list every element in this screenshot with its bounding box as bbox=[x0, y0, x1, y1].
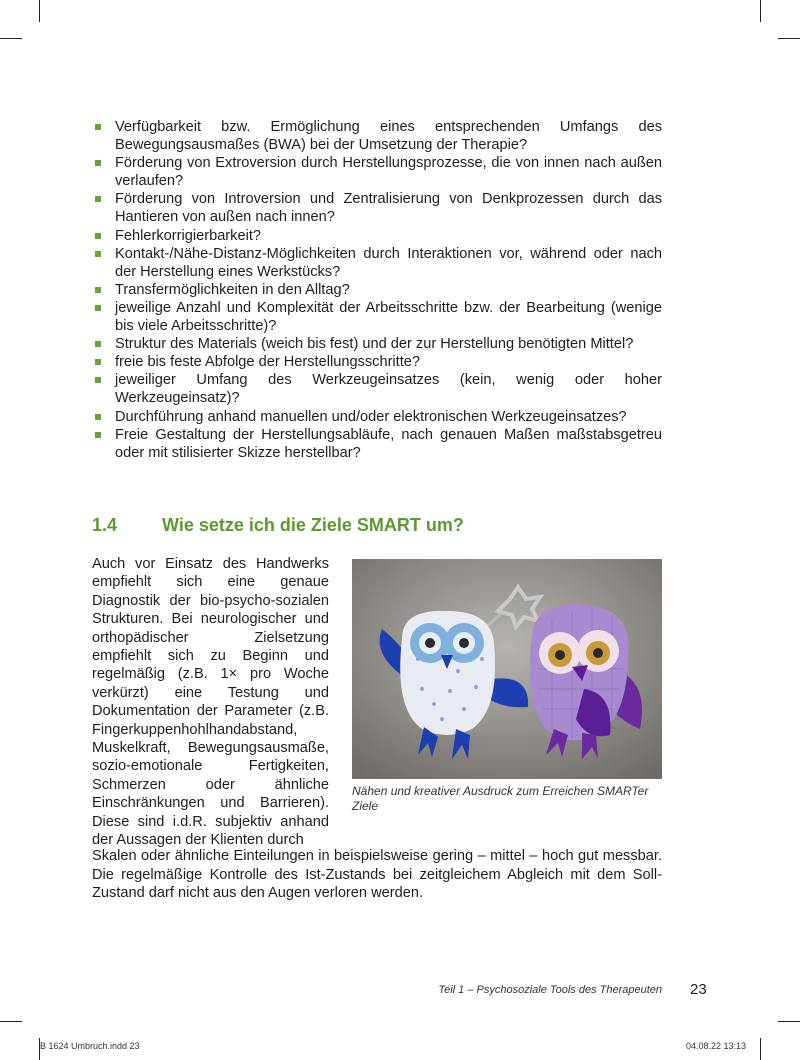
list-item: Förderung von Introversion und Zentralisierung von Denkprozessen durch das Hantieren von außen nach innen? bbox=[92, 190, 662, 226]
list-item: jeweilige Anzahl und Komplexität der Arbeitsschritte bzw. der Bearbeitung (wenige bis viele Arbeitsschritte)? bbox=[92, 299, 662, 335]
bullet-square-icon bbox=[95, 359, 101, 365]
section-number: 1.4 bbox=[92, 515, 118, 535]
slug-file-info: B 1624 Umbruch.indd 23 bbox=[40, 1041, 140, 1051]
body-text-full: Skalen oder ähnliche Einteilungen in beispielsweise gering – mittel – hoch gut messbar. Die regelmäßige Kontrolle des Ist-Zustands bei zeitgleichem Abgleich mit dem Soll-Zustand darf nicht aus den Augen verloren werden. bbox=[92, 848, 662, 902]
bullet-square-icon bbox=[95, 233, 101, 239]
bullet-square-icon bbox=[95, 124, 101, 130]
bullet-square-icon bbox=[95, 414, 101, 420]
bullet-square-icon bbox=[95, 160, 101, 166]
owl-photo bbox=[352, 559, 662, 779]
list-item: Fehlerkorrigierbarkeit? bbox=[92, 227, 662, 245]
list-item: Struktur des Materials (weich bis fest) und der zur Herstellung benötigten Mittel? bbox=[92, 335, 662, 353]
list-item: Kontakt-/Nähe-Distanz-Möglichkeiten durch Interaktionen vor, während oder nach der Herstellung eines Werkstücks? bbox=[92, 245, 662, 281]
crop-mark bbox=[0, 38, 22, 39]
list-item: Transfermöglichkeiten in den Alltag? bbox=[92, 281, 662, 299]
bullet-square-icon bbox=[95, 305, 101, 311]
page-number: 23 bbox=[690, 981, 707, 998]
bullet-square-icon bbox=[95, 251, 101, 257]
list-item: Durchführung anhand manuellen und/oder elektronischen Werkzeugeinsatzes? bbox=[92, 408, 662, 426]
bullet-square-icon bbox=[95, 287, 101, 293]
list-item: Verfügbarkeit bzw. Ermöglichung eines entsprechenden Umfangs des Bewegungsausmaßes (BWA) bei der Umsetzung der Therapie? bbox=[92, 118, 662, 154]
crop-mark bbox=[0, 1021, 22, 1022]
bullet-square-icon bbox=[95, 341, 101, 347]
list-item: Förderung von Extroversion durch Herstellungsprozesse, die von innen nach außen verlaufen? bbox=[92, 154, 662, 190]
running-footer-title: Teil 1 – Psychosoziale Tools des Therapeuten bbox=[438, 984, 662, 996]
list-item: Freie Gestaltung der Herstellungsabläufe, nach genauen Maßen maßstabsgetreu oder mit stilisierter Skizze herstellbar? bbox=[92, 426, 662, 462]
crop-mark bbox=[760, 0, 761, 22]
bullet-list bbox=[92, 118, 662, 462]
slug-date-info: 04.08.22 13:13 bbox=[686, 1041, 747, 1051]
crop-mark bbox=[778, 1021, 800, 1022]
figure-caption: Nähen und kreativer Ausdruck zum Erreichen SMARTer Ziele bbox=[352, 784, 649, 813]
crop-mark bbox=[39, 0, 40, 22]
bullet-square-icon bbox=[95, 196, 101, 202]
section-title: Wie setze ich die Ziele SMART um? bbox=[162, 515, 464, 535]
list-item: freie bis feste Abfolge der Herstellungsschritte? bbox=[92, 353, 662, 371]
crop-mark bbox=[760, 1038, 761, 1060]
list-item: jeweiliger Umfang des Werkzeugeinsatzes (kein, wenig oder hoher Werkzeugeinsatz)? bbox=[92, 371, 662, 407]
bullet-square-icon bbox=[95, 377, 101, 383]
bullet-square-icon bbox=[95, 432, 101, 438]
section-heading bbox=[92, 515, 464, 536]
body-text-wrapped: Auch vor Einsatz des Handwerks empfiehlt sich eine genaue Diagnostik der bio-psycho-sozialen Strukturen. Bei neurologischer und orthopädischer Zielsetzung empfiehlt sich zu Beginn und regelmäßig (z.B. 1× pro Woche verkürzt) eine Testung und Dokumentation der Parameter (z.B. Fingerkuppenhohlhandabstand, Muskelkraft, Bewegungsausmaße, sozio-emotionale Fertigkeiten, Schmerzen oder ähnliche Einschränkungen und Barrieren). Diese sind i.d.R. subjektiv anhand der Aussagen der Klienten durch bbox=[92, 556, 329, 849]
owl-keychains-illustration bbox=[352, 559, 662, 779]
crop-mark bbox=[778, 38, 800, 39]
